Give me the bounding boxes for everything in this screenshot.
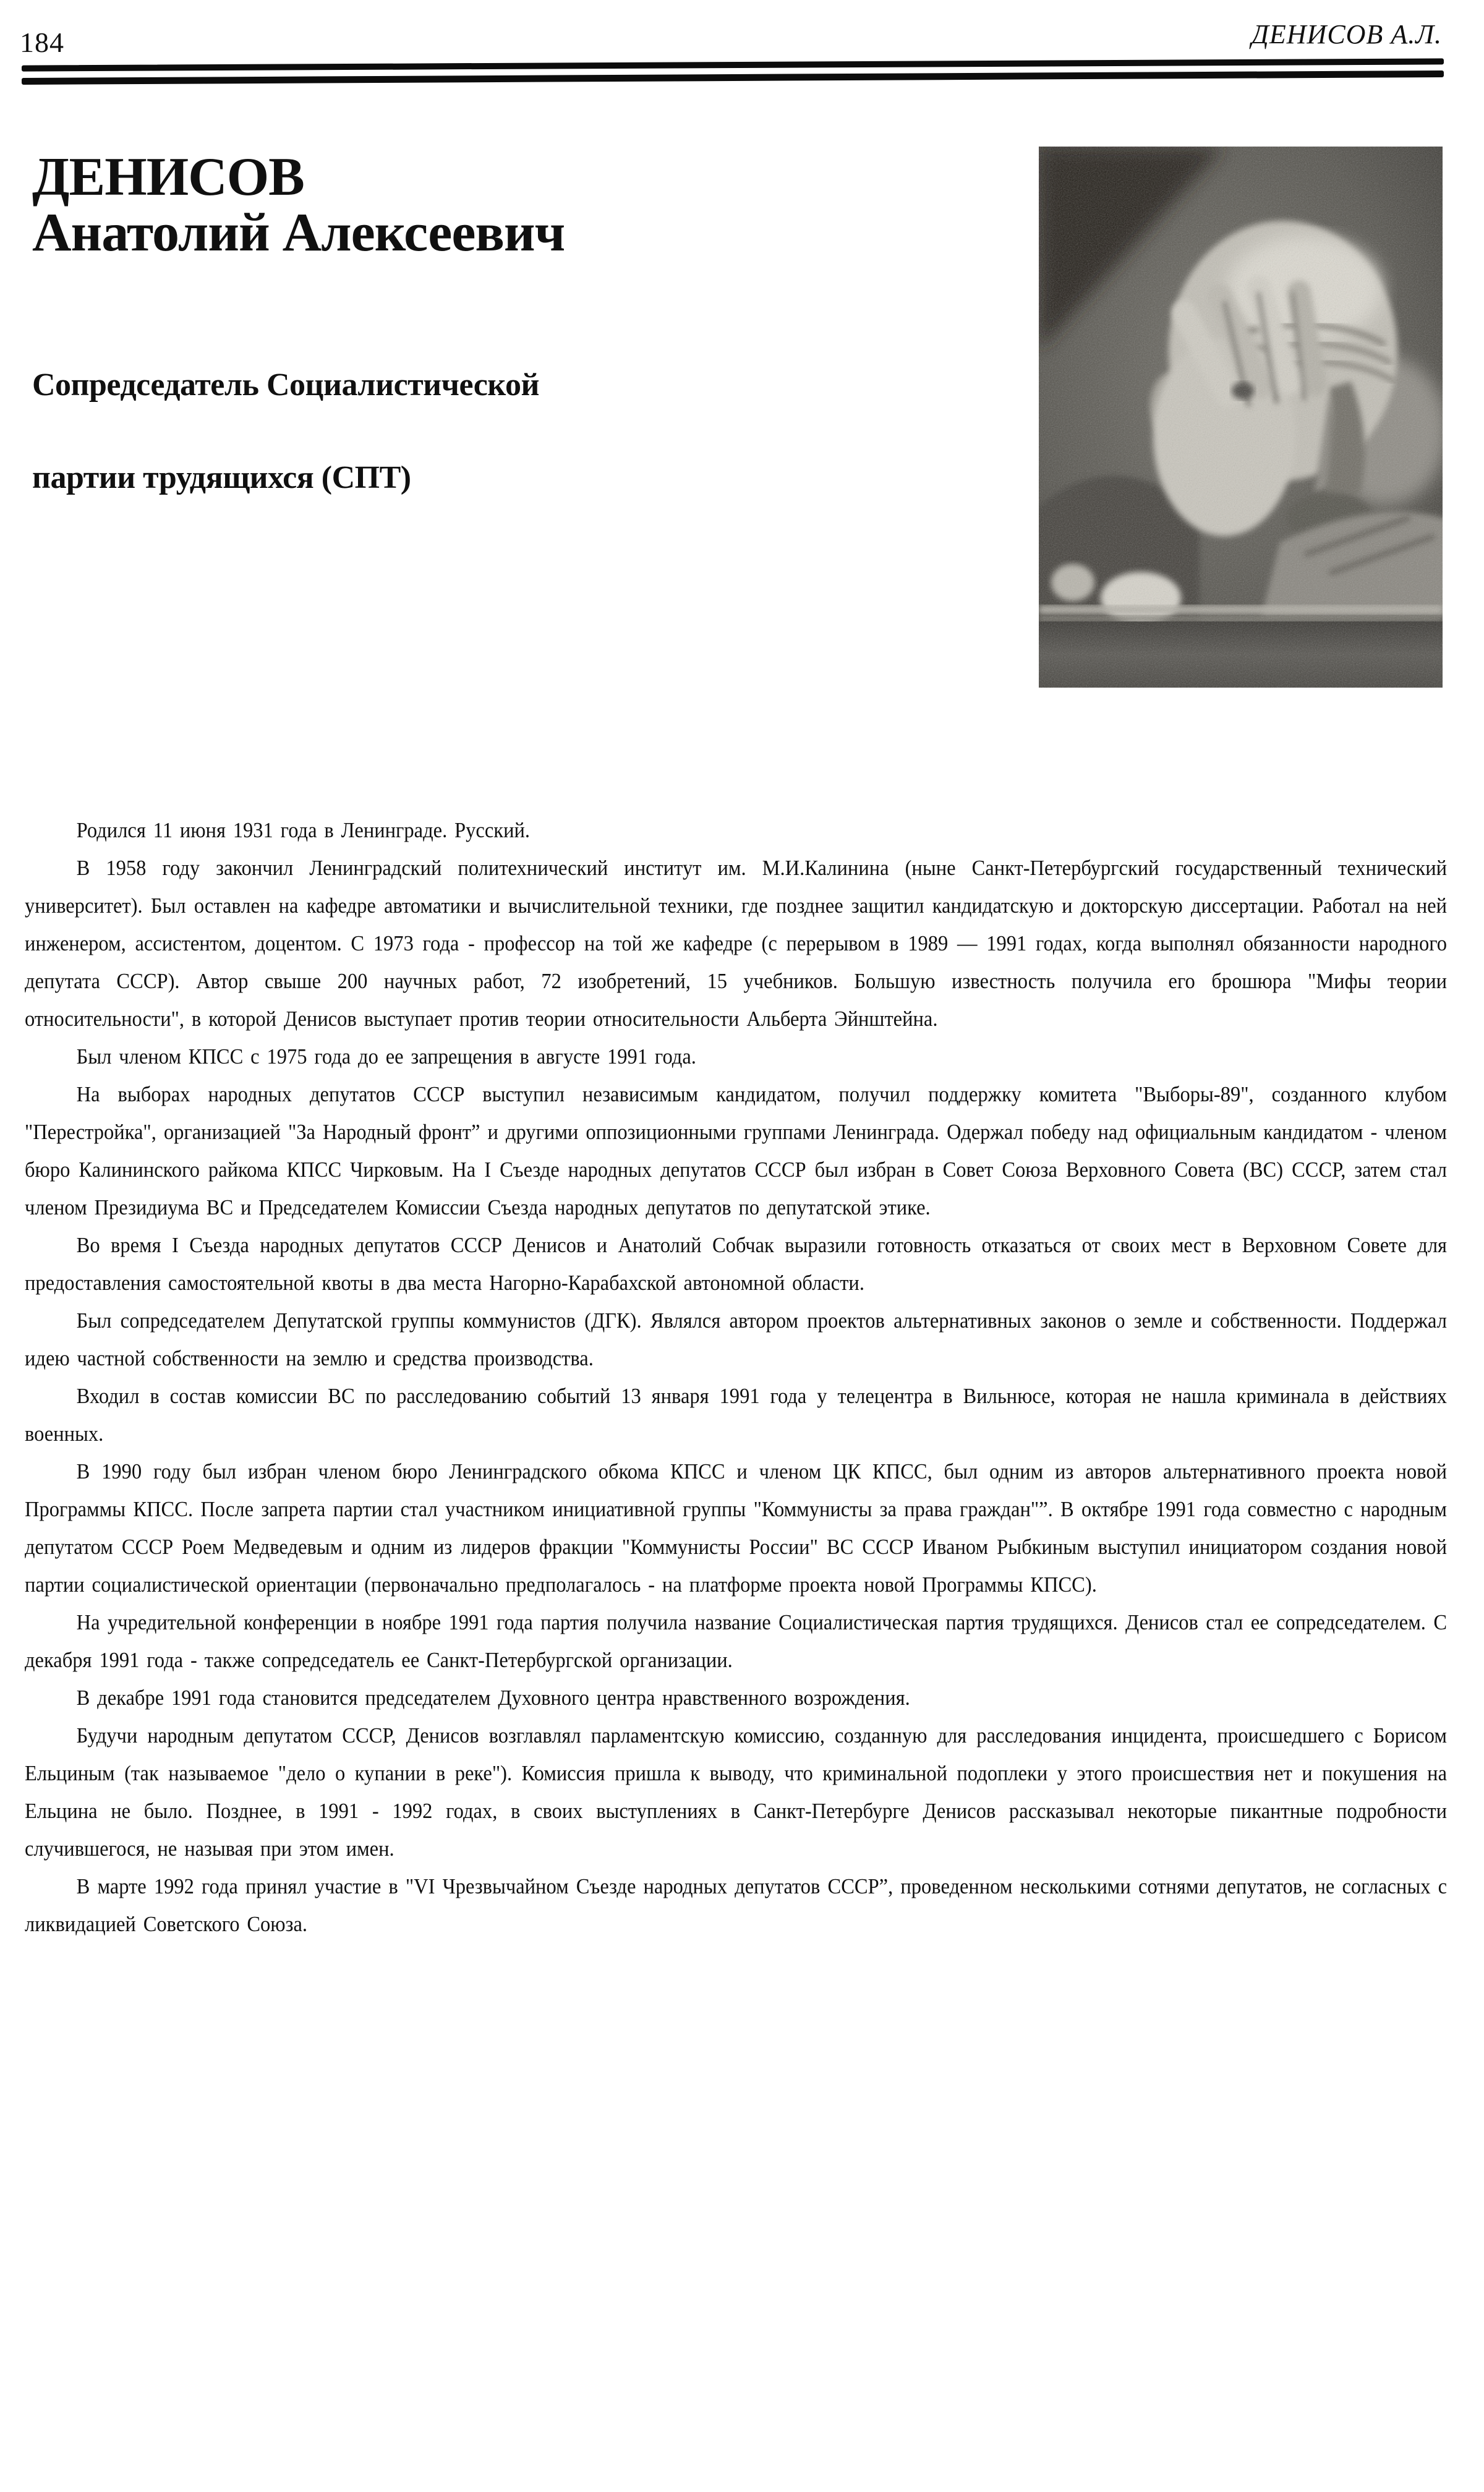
rule-line bbox=[22, 58, 1444, 71]
biography-paragraph: Был членом КПСС с 1975 года до ее запрещения в августе 1991 года. bbox=[76, 1044, 696, 1069]
biography-paragraph: Входил в состав комиссии ВС по расследованию событий 13 января 1991 года у телецентра в Вильнюсе, которая не нашла криминала в действиях военных. bbox=[25, 1384, 1448, 1446]
biography-paragraph: В 1958 году закончил Ленинградский политехнический институт им. М.И.Калинина (ныне Санкт-Петербургский государственный технический университет). Был оставлен на кафедре автоматики и вычислительной техники, где позднее защитил кандидатскую и докторскую диссертации. Работал на ней инженером, ассистентом, доцентом. С 1973 года - профессор на той же кафедре (с перерывом в 1989 — 1991 годах, когда выполнял обязанности народного депутата СССР). Автор свыше 200 научных работ, 72 изобретений, 15 учебников. Большую известность получила его брошюра "Мифы теории относительности", в которой Денисов выступает против теории относительности Альберта Эйнштейна. bbox=[25, 856, 1448, 1031]
person-surname: ДЕНИСОВ bbox=[32, 147, 304, 207]
biography-paragraph: В марте 1992 года принял участие в "VI Чрезвычайном Съезде народных депутатов СССР”, проведенном несколькими сотнями депутатов, не согласных с ликвидацией Советского Союза. bbox=[25, 1874, 1448, 1936]
biography-paragraph: Во время I Съезда народных депутатов СССР Денисов и Анатолий Собчак выразили готовность отказаться от своих мест в Верховном Совете для предоставления самостоятельной квоты в два места Нагорно-Карабахской автономной области. bbox=[25, 1233, 1448, 1295]
person-role bbox=[32, 339, 539, 524]
header-double-rule bbox=[22, 62, 1444, 81]
biography-paragraph: Родился 11 июня 1931 года в Ленинграде. Русский. bbox=[76, 818, 531, 842]
biography-paragraph: На выборах народных депутатов СССР выступил независимым кандидатом, получил поддержку комитета "Выборы-89", созданного клубом "Перестройка", организацией "За Народный фронт” и другими оппозиционными группами Ленинграда. Одержал победу над официальным кандидатом - членом бюро Калининского райкома КПСС Чирковым. На I Съезде народных депутатов СССР был избран в Совет Союза Верховного Совета (ВС) СССР, затем стал членом Президиума ВС и Председателем Комиссии Съезда народных депутатов по депутатской этике. bbox=[25, 1082, 1448, 1219]
biography-text bbox=[25, 811, 1447, 1943]
portrait-photo bbox=[1039, 147, 1443, 688]
biography-paragraph: Будучи народным депутатом СССР, Денисов возглавлял парламентскую комиссию, созданную для расследования инцидента, происшедшего с Борисом Ельциным (так называемое "дело о купании в реке"). Комиссия пришла к выводу, что криминальной подоплеки у этого происшествия нет и покушения на Ельцина не было. Позднее, в 1991 - 1992 годах, в своих выступлениях в Санкт-Петербурге Денисов рассказывал некоторые пикантные подробности случившегося, не называя при этом имен. bbox=[25, 1723, 1448, 1861]
biography-paragraph: Был сопредседателем Депутатской группы коммунистов (ДГК). Являлся автором проектов альтернативных законов о земле и собственности. Поддержал идею частной собственности на землю и средства производства. bbox=[25, 1308, 1448, 1370]
biography-paragraph: В 1990 году был избран членом бюро Ленинградского обкома КПСС и членом ЦК КПСС, был одним из авторов альтернативного проекта новой Программы КПСС. После запрета партии стал участником инициативной группы "Коммунисты за права граждан"”. В октябре 1991 года совместно с народным депутатом СССР Роем Медведевым и одним из лидеров фракции "Коммунисты России" ВС СССР Иваном Рыбкиным выступил инициатором создания новой партии социалистической ориентации (первоначально предполагалось - на платформе проекта новой Программы КПСС). bbox=[25, 1459, 1448, 1597]
person-given-names: Анатолий Алексеевич bbox=[32, 203, 565, 263]
biography-paragraph: На учредительной конференции в ноябре 1991 года партия получила название Социалистическая партия трудящихся. Денисов стал ее сопредседателем. С декабря 1991 года - также сопредседатель ее Санкт-Петербургской организации. bbox=[25, 1610, 1448, 1672]
person-role-line2: партии трудящихся (СПТ) bbox=[32, 460, 411, 495]
running-head: ДЕНИСОВ А.Л. bbox=[1251, 19, 1442, 49]
rule-line bbox=[22, 70, 1444, 85]
person-role-line1: Сопредседатель Социалистической bbox=[32, 367, 540, 403]
page-number: 184 bbox=[20, 27, 64, 58]
biography-paragraph: В декабре 1991 года становится председателем Духовного центра нравственного возрождения. bbox=[76, 1686, 910, 1710]
person-name-heading bbox=[32, 147, 565, 263]
